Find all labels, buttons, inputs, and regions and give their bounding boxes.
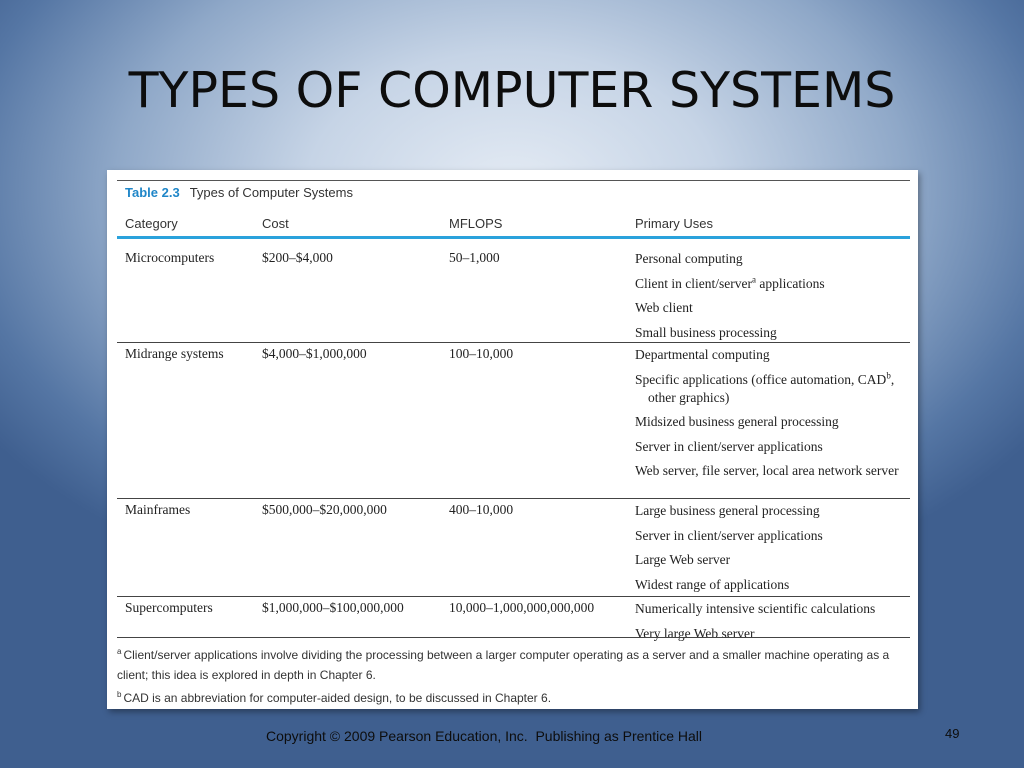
cost-cell: $4,000–$1,000,000 bbox=[262, 346, 367, 361]
cost-cell: $200–$4,000 bbox=[262, 250, 333, 265]
primary-uses-cell bbox=[635, 250, 910, 348]
primary-use-text: Numerically intensive scientific calculations bbox=[635, 601, 876, 616]
category-cell: Supercomputers bbox=[125, 600, 213, 615]
primary-use-text-continued: applications bbox=[755, 275, 825, 291]
mflops-cell: 400–10,000 bbox=[449, 502, 514, 517]
primary-use-text: Midsized business general processing bbox=[635, 414, 839, 429]
cost-cell: $500,000–$20,000,000 bbox=[262, 502, 387, 517]
column-header-primary-uses: Primary Uses bbox=[635, 216, 714, 231]
primary-use-text: Departmental computing bbox=[635, 347, 770, 362]
cost-cell: $1,000,000–$100,000,000 bbox=[262, 600, 404, 615]
category-cell: Mainframes bbox=[125, 502, 191, 517]
footnote-b bbox=[117, 685, 910, 708]
primary-use-text: Personal computing bbox=[635, 251, 743, 266]
row-divider bbox=[117, 596, 910, 597]
footnote-a bbox=[117, 642, 910, 685]
primary-use-text: Server in client/server applications bbox=[635, 438, 823, 454]
footnote-reference: b bbox=[886, 370, 891, 380]
row-divider bbox=[117, 498, 910, 499]
copyright-footer: Copyright © 2009 Pearson Education, Inc. Publishing as Prentice Hall bbox=[266, 728, 703, 744]
footnote-mark: a bbox=[117, 647, 122, 656]
primary-use-item bbox=[635, 502, 910, 520]
column-header-mflops: MFLOPS bbox=[449, 216, 503, 231]
primary-uses-cell bbox=[635, 346, 910, 487]
row-divider bbox=[117, 342, 910, 343]
primary-use-item bbox=[635, 438, 910, 456]
table-caption-text: Types of Computer Systems bbox=[189, 185, 353, 200]
primary-use-text: Web server, file server, local area network server bbox=[635, 463, 899, 478]
primary-use-text: Web client bbox=[635, 300, 693, 315]
slide-title: TYPES OF COMPUTER SYSTEMS bbox=[128, 62, 896, 119]
primary-use-text: Client in client/server bbox=[635, 275, 752, 291]
table-bottom-rule bbox=[117, 637, 910, 638]
primary-use-item bbox=[635, 371, 910, 407]
primary-use-item bbox=[635, 576, 910, 594]
primary-use-item bbox=[635, 413, 910, 431]
footnote-text: CAD is an abbreviation for computer-aided design, to be discussed in Chapter 6. bbox=[123, 691, 552, 705]
table-top-rule bbox=[117, 180, 910, 181]
table-figure bbox=[107, 170, 918, 709]
primary-use-text-continued: , other graphics) bbox=[648, 371, 895, 405]
footnote-mark: b bbox=[117, 690, 122, 699]
primary-use-text: Large Web server bbox=[635, 552, 731, 567]
primary-uses-cell bbox=[635, 502, 910, 600]
primary-use-item bbox=[635, 600, 910, 618]
primary-use-text: Server in client/server applications bbox=[635, 527, 823, 543]
column-header-cost: Cost bbox=[262, 216, 289, 231]
primary-use-item bbox=[635, 346, 910, 364]
column-header-category: Category bbox=[125, 216, 178, 231]
primary-use-text: Small business processing bbox=[635, 324, 777, 340]
category-cell: Microcomputers bbox=[125, 250, 215, 265]
primary-use-item bbox=[635, 551, 910, 569]
primary-use-item bbox=[635, 299, 910, 317]
primary-use-text: Specific applications (office automation, CAD bbox=[635, 371, 887, 387]
primary-use-item bbox=[635, 462, 910, 480]
mflops-cell: 10,000–1,000,000,000,000 bbox=[449, 600, 595, 615]
primary-use-item bbox=[635, 527, 910, 545]
primary-use-item bbox=[635, 250, 910, 268]
primary-use-item bbox=[635, 625, 910, 643]
footnote-reference: a bbox=[751, 274, 756, 284]
primary-use-text: Very large Web server bbox=[635, 625, 755, 641]
mflops-cell: 50–1,000 bbox=[449, 250, 500, 265]
table-footnotes bbox=[117, 642, 910, 708]
page-number: 49 bbox=[945, 726, 960, 741]
mflops-cell: 100–10,000 bbox=[449, 346, 514, 361]
table-header-row bbox=[117, 216, 910, 236]
primary-use-text: Widest range of applications bbox=[635, 576, 790, 592]
table-number: Table 2.3 bbox=[125, 185, 180, 200]
header-accent-rule bbox=[117, 236, 910, 239]
footnote-text: Client/server applications involve dividing the processing between a larger computer operating as a server and a smaller machine operating as a client; this idea is explored in depth in Chapter 6. bbox=[117, 648, 890, 682]
primary-use-item bbox=[635, 324, 910, 342]
table-caption bbox=[125, 185, 353, 200]
primary-use-item bbox=[635, 275, 910, 293]
primary-use-text: Large business general processing bbox=[635, 503, 820, 518]
category-cell: Midrange systems bbox=[125, 346, 224, 361]
